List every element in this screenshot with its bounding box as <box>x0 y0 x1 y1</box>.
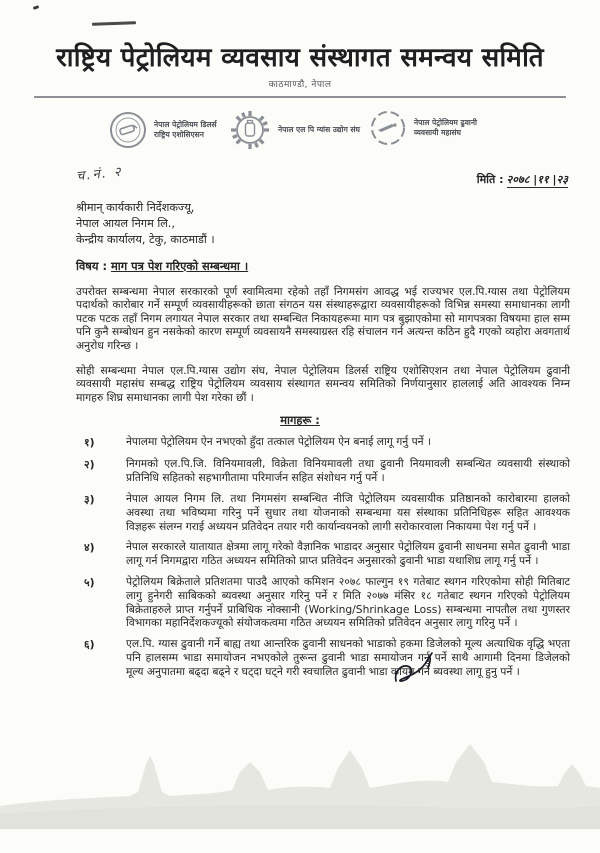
scan-mark <box>33 5 40 10</box>
date-value: २०७८ |११ |२३ <box>506 172 568 186</box>
logo-transport-federation <box>368 108 477 148</box>
demand-number: २) <box>84 458 95 472</box>
demand-item-3 <box>84 492 570 533</box>
demand-text: नेपाल आयल निगम लि. तथा निगमसंग सम्बन्धित नीजि पेट्रोलियम व्यवसायीक प्रतिष्ठानको कारोबारमा हालको अवस्था तथा भविष्यमा गरिनु पर्ने सुधार तथा योजनाको सम्बन्धमा यस संस्थाका प्रतिनिधिहरू सहित आवश्यक विज्ञहरू संलग्न गराई अध्ययन प्रतिवेदन तयार गरी कार्यान्वयनको लागी सरोकारवाला निकायमा पेश गर्नु पर्ने । <box>126 491 570 533</box>
demand-item-6 <box>84 637 570 678</box>
demand-item-2 <box>84 457 570 485</box>
member-logos-row <box>0 102 600 160</box>
demand-number: ५) <box>84 575 95 589</box>
logo-label-line: नेपाल पेट्रोलियम ढुवानी <box>414 118 477 128</box>
addressee-line-2: नेपाल आयल निगम लि., <box>76 217 175 231</box>
letterhead-divider <box>34 96 566 98</box>
demand-number: ४) <box>84 541 95 555</box>
date-line <box>477 172 568 187</box>
logo-label-line: नेपाल एल पि ग्यांस उद्योग संघ <box>278 125 360 135</box>
logo-dealers-label <box>154 120 217 140</box>
demand-text: नेपाल सरकारले यातायात क्षेत्रमा लागू गरेको वैज्ञानिक भाडादर अनुसार पेट्रोलियम ढुवानी साधनमा समेत ढुवानी भाडा लागू गर्न निगमद्वारा गठित अध्ययन समितिको प्राप्त प्रतिवेदन अनुसारको ढुवानी भाडा यथाशिघ्र लागू गर्नु पर्ने । <box>126 540 570 568</box>
demands-heading: मागहरू : <box>280 413 320 428</box>
demand-text: नेपालमा पेट्रोलियम ऐन नभएको हुँदा तत्काल पेट्रोलियम ऐन बनाई लागू गर्नु पर्ने । <box>126 435 432 449</box>
subject-label: विषय : <box>76 258 107 273</box>
subject-text: माग पत्र पेश गरिएको सम्बन्धमा । <box>111 258 249 273</box>
logo-lpg-label <box>278 125 360 135</box>
date-label: मिति : <box>476 172 504 186</box>
logo-label-line: राष्ट्रिय एशोसिएसन <box>154 129 204 139</box>
signature-scribble <box>392 651 438 693</box>
scan-mark <box>92 21 136 26</box>
addressee-line-3: केन्द्रीय कार्यालय, टेकु, काठमाडौं । <box>76 233 215 247</box>
logo-label-line: व्यवसायी महासंघ <box>414 127 461 137</box>
addressee-block <box>76 200 568 249</box>
demand-item-4 <box>84 540 570 568</box>
logo-dealers-association <box>108 110 217 150</box>
demand-item-1 <box>84 435 570 450</box>
subject-line <box>76 259 568 274</box>
transport-seal-icon <box>368 108 408 148</box>
logo-lpg-industry <box>228 108 360 152</box>
demand-number: ६) <box>84 638 95 652</box>
demand-text: एल.पि. ग्यास ढुवानी गर्ने बाह्य तथा आन्तरिक ढुवानी साधनको भाडाको हकमा डिजेलको मूल्य अत्याधिक वृद्धि भएता पनि हालसम्म भाडा समायोजन नभएकोले तुरून्त ढुवानी भाडा समायोजन गर्नु पर्ने साथै आगामी दिनमा डिजेलको मूल्य अनुपातमा बढ्दा बढ्ने र घट्दा घट्ने गरी स्वचालित ढुवानी भाडा कायम गर्ने ब्यवस्था लागू हुनु पर्ने । <box>126 637 570 678</box>
organization-title: राष्ट्रिय पेट्रोलियम व्यवसाय संस्थागत समन्वय समिति <box>56 43 544 73</box>
body-paragraph-2: सोही सम्बन्धमा नेपाल एल.पि.ग्यास उद्योग संघ, नेपाल पेट्रोलियम डिलर्स राष्ट्रिय एशोसिएशन तथा नेपाल पेट्रोलियम ढुवानी व्यवसायी महासंघ सम्बद्ध राष्ट्रिय पेट्रोलियम व्यवसाय संस्थागत समन्वय समितिको निर्णयानुसार हाललाई अति आवश्यक निम्न मागहरु शिघ्र समाधानका लागी पेश गरेका छौं । <box>76 363 570 404</box>
fuel-dealer-seal-icon <box>108 110 148 150</box>
logo-transport-label <box>414 118 477 138</box>
reference-number-handwritten: च.नं. २ <box>75 164 124 185</box>
demand-text: पेट्रोलियम बिक्रेताले प्रतिशतमा पाउदै आएको कमिशन २०७८ फाल्गुन १९ गतेबाट स्थगन गरिएकोमा सोही मितिबाट लागु हुनेगरी साबिकको ब्यवस्था अनुसार गरिनु पर्ने र मिति २०७७ मंसिर १८ गतेबाट स्थगन गरिएको पेट्रोलियम बिक्रेताहरुले प्राप्त गर्नुपर्ने प्राबिधिक नोक्सानी (Working/Shrinkage Loss) सम्बन्धमा नापतौल तथा गुणस्तर विभागका महानिर्देशकज्यूको संयोजकत्वमा गठित अध्ययन समितिको प्रतिवेदन अनुसार लागु गरिनु पर्ने । <box>126 574 570 630</box>
letterhead <box>0 44 600 160</box>
gear-lpg-icon <box>228 108 272 152</box>
demands-list <box>84 435 570 678</box>
meta-row <box>0 162 600 196</box>
demand-number: ३) <box>84 492 95 506</box>
temple-watermark <box>0 734 600 829</box>
demand-number: १) <box>84 436 95 450</box>
demand-text: निगमको एल.पि.जि. विनियमावली, विक्रेता विनियमावली तथा ढुवानी नियमावली सम्बन्धित व्यवसायी संस्थाको प्रतिनिधि सहितको सहभागीतामा परिमार्जन सहित संशोधन गर्नु पर्ने । <box>126 457 570 485</box>
logo-label-line: नेपाल पेट्रोलियम डिलर्स <box>154 120 217 130</box>
addressee-line-1: श्रीमान् कार्यकारी निर्देशकज्यू, <box>76 200 195 214</box>
demand-item-5 <box>84 575 570 630</box>
body-paragraph-1: उपरोक्त सम्बन्धमा नेपाल सरकारको पूर्ण स्वामित्वमा रहेको तहाँ निगमसंग आवद्ध भई राज्यभर एल.पि.ग्यास तथा पेट्रोलियम पदार्थको कारोबार गर्ने सम्पूर्ण व्यवसायीहरूको छाता संगठन यस संस्थाहरूद्वारा व्यवसायीहरूको विभिन्न समस्या समाधानका लागी पटक पटक तहाँ निगम लगायत नेपाल सरकार तथा सम्बन्धित निकायहरूमा माग पत्र बुझाएकोमा सो मागपत्रका विषयमा हाल सम्म पनि कुनै सम्बोधन हुन नसकेको कारण सम्पूर्ण व्यवसायनै समस्याग्रस्त रहि संचालन गर्न अत्यन्त कठिन हुदै गएको व्यहोरा अवगतार्थ अनुरोध गरिन्छ । <box>76 284 570 352</box>
organization-location: काठमाण्डौ, नेपाल <box>268 79 332 90</box>
